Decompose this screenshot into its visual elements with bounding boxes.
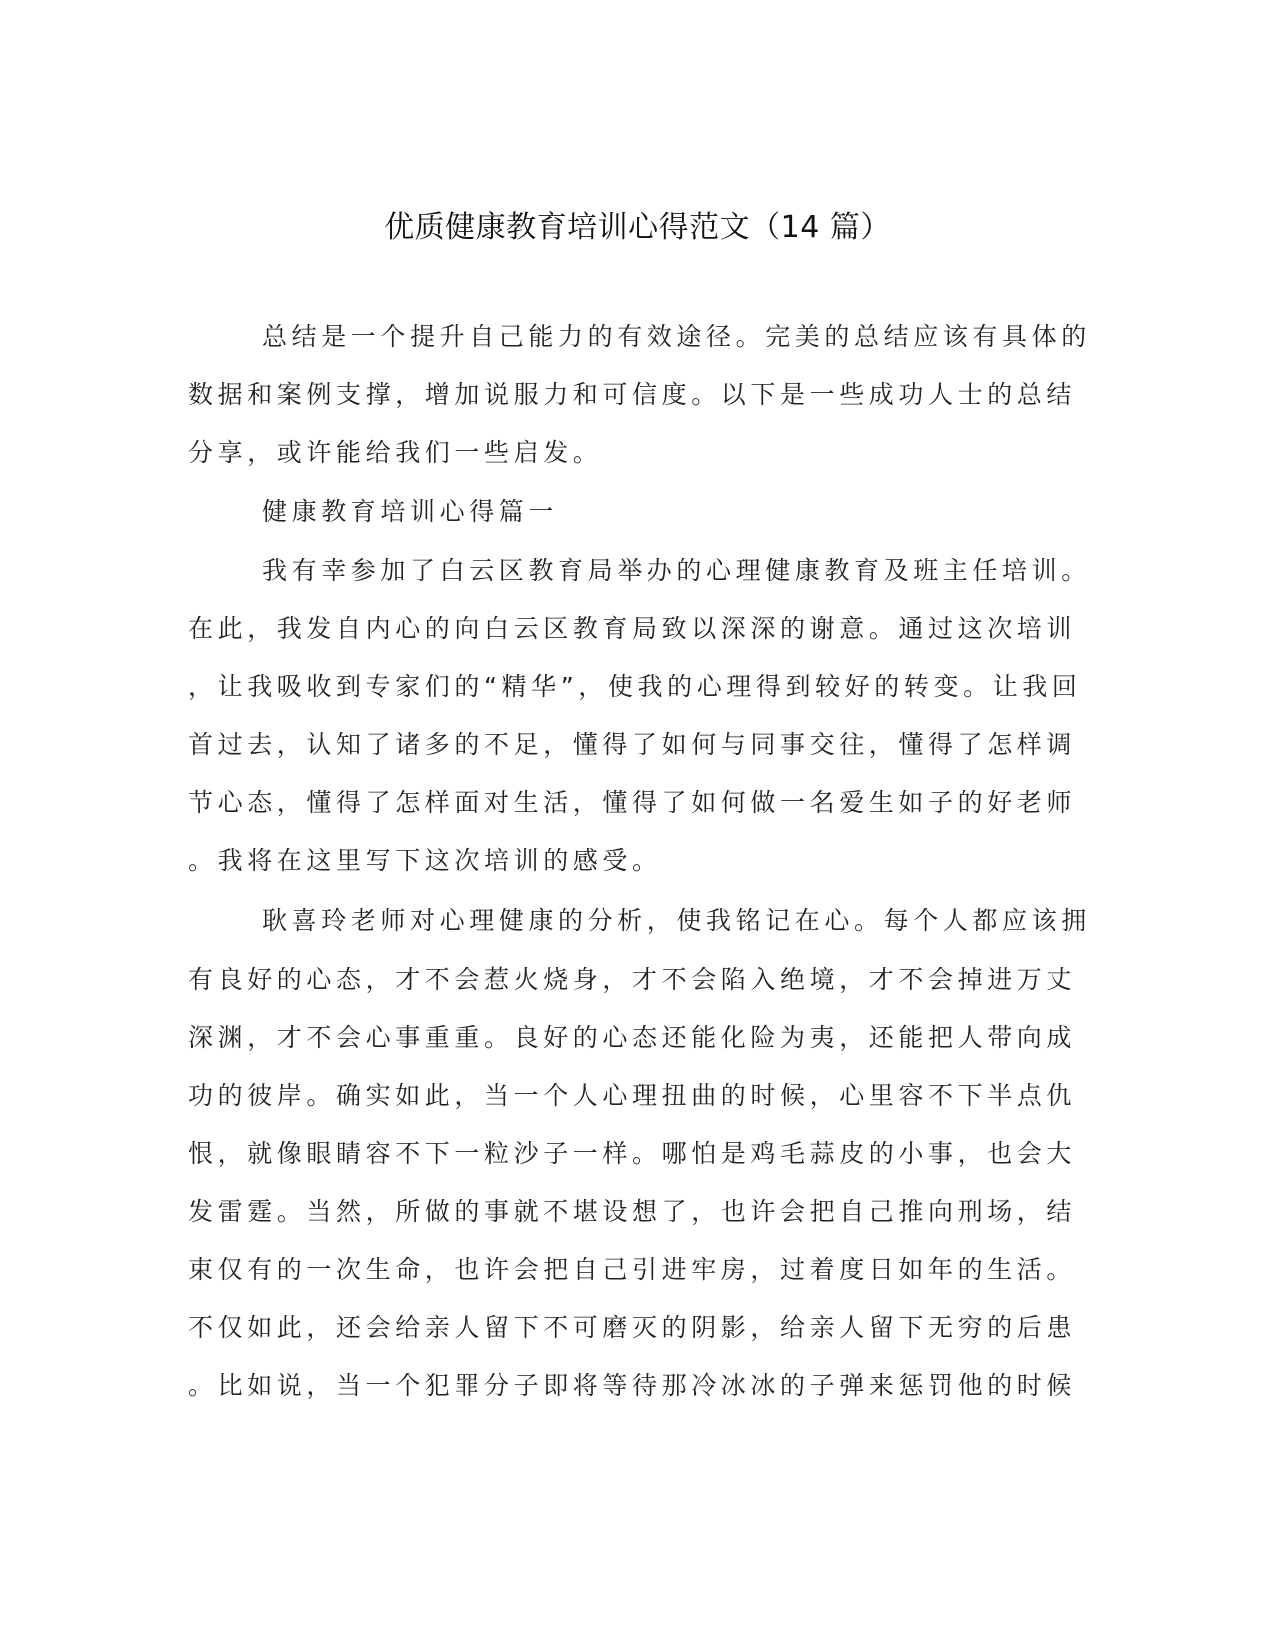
paragraph-line: 深渊，才不会心事重重。良好的心态还能化险为夷，还能把人带向成 bbox=[188, 1023, 1077, 1052]
paragraph-line: 耿喜玲老师对心理健康的分析，使我铭记在心。每个人都应该拥 bbox=[262, 906, 1091, 935]
paragraph-line: 数据和案例支撑，增加说服力和可信度。以下是一些成功人士的总结 bbox=[188, 380, 1077, 409]
paragraph-line: 在此，我发自内心的向白云区教育局致以深深的谢意。通过这次培训 bbox=[188, 614, 1077, 643]
document-title: 优质健康教育培训心得范文（14 篇） bbox=[384, 210, 891, 245]
section-heading: 健康教育培训心得篇一 bbox=[262, 497, 559, 526]
paragraph-line: 有良好的心态，才不会惹火烧身，才不会陷入绝境，才不会掉进万丈 bbox=[188, 965, 1077, 994]
paragraph-line: 。比如说，当一个犯罪分子即将等待那冷冰冰的子弹来惩罚他的时候 bbox=[188, 1371, 1077, 1400]
paragraph-line: 束仅有的一次生命，也许会把自己引进牢房，过着度日如年的生活。 bbox=[188, 1255, 1077, 1284]
paragraph-line: 节心态，懂得了怎样面对生活，懂得了如何做一名爱生如子的好老师 bbox=[188, 788, 1077, 817]
paragraph-line: 不仅如此，还会给亲人留下不可磨灭的阴影，给亲人留下无穷的后患 bbox=[188, 1313, 1077, 1342]
paragraph-line: 分享，或许能给我们一些启发。 bbox=[188, 438, 603, 467]
paragraph-line: 总结是一个提升自己能力的有效途径。完美的总结应该有具体的 bbox=[262, 322, 1091, 351]
paragraph-line: ，让我吸收到专家们的“精华”，使我的心理得到较好的转变。让我回 bbox=[188, 672, 1082, 701]
paragraph-line: 首过去，认知了诸多的不足，懂得了如何与同事交往，懂得了怎样调 bbox=[188, 730, 1077, 759]
paragraph-line: 。我将在这里写下这次培训的感受。 bbox=[188, 846, 662, 875]
paragraph-line: 发雷霆。当然，所做的事就不堪设想了，也许会把自己推向刑场，结 bbox=[188, 1197, 1077, 1226]
paragraph-line: 我有幸参加了白云区教育局举办的心理健康教育及班主任培训。 bbox=[262, 556, 1091, 585]
paragraph-line: 功的彼岸。确实如此，当一个人心理扭曲的时候，心里容不下半点仇 bbox=[188, 1081, 1077, 1110]
paragraph-line: 恨，就像眼睛容不下一粒沙子一样。哪怕是鸡毛蒜皮的小事，也会大 bbox=[188, 1139, 1077, 1168]
